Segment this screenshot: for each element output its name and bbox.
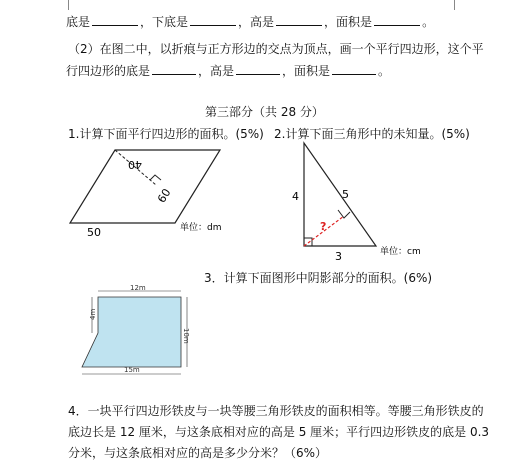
left-dimension-label: 4m (89, 308, 97, 320)
text-segment: 。 (422, 15, 435, 29)
text-segment: ，下底是 (140, 15, 189, 29)
page-corner-mark-left (58, 0, 69, 10)
right-dimension-label: 10m (182, 328, 190, 344)
answer-blank[interactable] (276, 24, 322, 26)
answer-blank[interactable] (374, 24, 420, 26)
answer-blank[interactable] (236, 73, 280, 75)
q3-title: 3．计算下面图形中阴影部分的面积。(6%) (204, 271, 433, 285)
page-corner-mark-right (454, 0, 465, 10)
text-segment: ，面积是 (324, 15, 373, 29)
text-segment: 行四边形的底是 (66, 64, 151, 78)
answer-blank[interactable] (332, 73, 376, 75)
fill-blank-line-1 (66, 13, 434, 30)
top-dimension-label: 12m (130, 284, 146, 292)
unknown-height-label: ? (320, 220, 327, 233)
shaded-region (82, 297, 181, 367)
answer-blank[interactable] (152, 73, 196, 75)
side-label: 60 (155, 186, 174, 206)
bottom-dimension-label: 15m (124, 366, 140, 374)
text-segment: 底是 (66, 15, 91, 29)
question-line-2: （2）在图二中，以折痕与正方形边的交点为顶点，画一个平行四边形，这个平 (68, 42, 484, 56)
q2-triangle-figure (286, 138, 436, 263)
base-label: 50 (87, 226, 101, 239)
answer-blank[interactable] (92, 24, 138, 26)
parallelogram-shape (70, 150, 220, 223)
q3-shaded-figure (76, 283, 201, 383)
right-triangle-shape (304, 143, 376, 246)
section-title: 第三部分（共 28 分） (205, 105, 324, 119)
bottom-side-label: 3 (335, 250, 342, 263)
text-segment: ，高是 (238, 15, 275, 29)
height-right-angle-mark (338, 210, 350, 218)
q1-parallelogram-figure (60, 140, 250, 240)
q4-line-1: 4．一块平行四边形铁皮与一块等腰三角形铁皮的面积相等。等腰三角形铁皮的 (68, 404, 484, 418)
text-segment: ，高是 (198, 64, 235, 78)
q2-unit-label: 单位：cm (380, 247, 421, 257)
q1-unit-label: 单位：dm (180, 223, 222, 233)
q2-title: 2.计算下面三角形中的未知量。(5%) (274, 127, 470, 141)
left-side-label: 4 (292, 190, 299, 203)
q4-line-2: 底边长是 12 厘米，与这条底相对应的高是 5 厘米；平行四边形铁皮的底是 0.3 (68, 425, 490, 439)
text-segment: ，面积是 (282, 64, 331, 78)
text-segment: 。 (378, 64, 391, 78)
q4-line-3: 分米，与这条底相对应的高是多少分米？（6%） (68, 446, 328, 460)
right-angle-mark (150, 175, 161, 180)
height-label: 40 (128, 158, 142, 171)
hypotenuse-label: 5 (342, 188, 349, 201)
answer-blank[interactable] (190, 24, 236, 26)
fill-blank-line-3 (66, 62, 390, 79)
q1-title: 1.计算下面平行四边形的面积。(5%) (68, 127, 264, 141)
